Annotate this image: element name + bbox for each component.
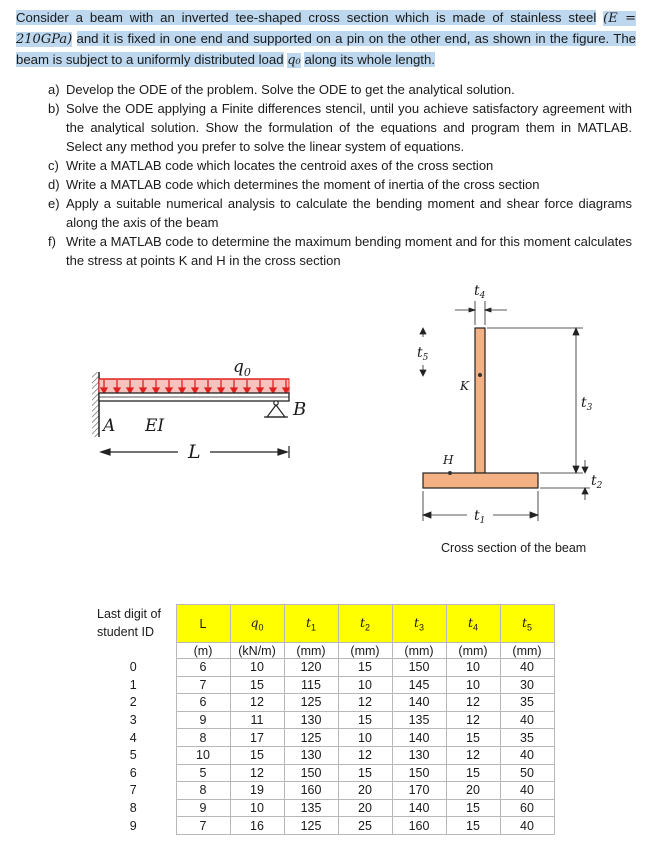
t2-label: $t_2$ [591, 473, 603, 491]
table-row [91, 782, 554, 800]
question-list [48, 80, 632, 270]
question-label: b) [48, 101, 60, 116]
section-web [475, 328, 485, 473]
student-digit-cell: 9 [129, 818, 137, 833]
table-cell: 25 [338, 817, 392, 835]
student-digit-cell: 7 [129, 783, 137, 798]
table-cell: 10 [338, 676, 392, 694]
load-symbol: q₀ [287, 53, 301, 68]
table-cell: 12 [446, 746, 500, 764]
question-item [48, 99, 632, 156]
table-cell: 15 [338, 659, 392, 677]
table-cell: 140 [392, 729, 446, 747]
table-cell: 7 [176, 676, 230, 694]
table-cell: 19 [230, 782, 284, 800]
student-digit-cell: 0 [129, 660, 137, 675]
unit-cell: (mm) [392, 643, 446, 659]
table-cell: 40 [500, 746, 554, 764]
table-cell: 15 [446, 817, 500, 835]
table-row [91, 817, 554, 835]
table-cell: 135 [392, 711, 446, 729]
table-cell: 8 [176, 729, 230, 747]
question-text: Apply a suitable numerical analysis to calculate the bending moment and shear force diagrams along the axis of the beam [66, 196, 632, 230]
intro-text-2: and it is fixed in one end and supported on a pin on the other end, as shown in the figure. The beam is subject to a uniformly distributed load [16, 31, 636, 67]
table-cell: 50 [500, 764, 554, 782]
header-t4: $t_4$ [446, 605, 500, 643]
table-cell: 6 [176, 694, 230, 712]
table-header-row [91, 605, 554, 643]
student-digit-cell: 1 [129, 677, 137, 692]
table-cell: 30 [500, 676, 554, 694]
question-text: Write a MATLAB code which determines the moment of inertia of the cross section [66, 177, 540, 192]
table-cell: 20 [338, 782, 392, 800]
table-cell: 15 [446, 764, 500, 782]
table-cell: 130 [284, 746, 338, 764]
unit-cell: (mm) [284, 643, 338, 659]
fixed-support [92, 372, 99, 437]
question-label: f) [48, 234, 56, 249]
question-item [48, 194, 632, 232]
t4-label: $t_4$ [474, 283, 486, 301]
table-cell: 20 [338, 799, 392, 817]
table-row [91, 764, 554, 782]
table-cell: 9 [176, 799, 230, 817]
question-item [48, 175, 632, 194]
table-cell: 17 [230, 729, 284, 747]
table-cell: 10 [230, 799, 284, 817]
table-cell: 15 [338, 711, 392, 729]
label-l: L [188, 441, 201, 463]
table-row [91, 694, 554, 712]
table-cell: 40 [500, 659, 554, 677]
table-row [91, 676, 554, 694]
table-cell: 10 [230, 659, 284, 677]
unit-cell: (mm) [500, 643, 554, 659]
parameter-table [91, 604, 555, 835]
cross-section-caption: Cross section of the beam [441, 541, 587, 555]
table-cell: 170 [392, 782, 446, 800]
table-cell: 130 [284, 711, 338, 729]
table-cell: 10 [176, 746, 230, 764]
table-cell: 40 [500, 817, 554, 835]
question-label: d) [48, 177, 60, 192]
table-cell: 12 [230, 694, 284, 712]
student-digit-cell: 4 [129, 730, 137, 745]
t3-label: $t_3$ [581, 395, 593, 413]
table-cell: 12 [230, 764, 284, 782]
table-cell: 125 [284, 694, 338, 712]
intro-text-3: along its whole length. [304, 52, 435, 67]
student-digit-cell: 2 [129, 695, 137, 710]
question-text: Write a MATLAB code to determine the maximum bending moment and for this moment calculates the stress at points K and H in the cross section [66, 234, 632, 268]
header-t5: $t_5$ [500, 605, 554, 643]
t4-dimension [455, 301, 507, 325]
k-label: K [460, 379, 469, 393]
h-label: H [443, 453, 454, 467]
question-item [48, 232, 632, 270]
t5-label: $t_5$ [417, 345, 429, 363]
table-cell: 8 [176, 782, 230, 800]
table-cell: 140 [392, 799, 446, 817]
question-label: e) [48, 196, 60, 211]
beam-figure [90, 345, 330, 465]
student-digit-cell: 3 [129, 713, 137, 728]
t1-label: $t_1$ [474, 508, 486, 526]
point-k [478, 373, 482, 377]
point-h [448, 471, 452, 475]
question-label: c) [48, 158, 59, 173]
table-cell: 35 [500, 694, 554, 712]
table-row [91, 746, 554, 764]
table-cell: 35 [500, 729, 554, 747]
table-row [91, 659, 554, 677]
table-cell: 20 [446, 782, 500, 800]
table-cell: 7 [176, 817, 230, 835]
table-cell: 12 [338, 694, 392, 712]
unit-cell: (kN/m) [230, 643, 284, 659]
header-t3: $t_3$ [392, 605, 446, 643]
student-digit-cell: 5 [129, 748, 137, 763]
q0-label: $q_0$ [233, 357, 251, 379]
table-cell: 6 [176, 659, 230, 677]
table-cell: 125 [284, 729, 338, 747]
student-digit-cell: 6 [129, 765, 137, 780]
problem-intro [16, 8, 636, 71]
header-l: L [176, 605, 230, 643]
table-cell: 12 [338, 746, 392, 764]
table-row [91, 711, 554, 729]
unit-cell: (mm) [338, 643, 392, 659]
table-cell: 150 [392, 764, 446, 782]
table-cell: 150 [392, 659, 446, 677]
table-cell: 125 [284, 817, 338, 835]
table-cell: 145 [392, 676, 446, 694]
section-flange [423, 473, 538, 488]
table-cell: 15 [446, 799, 500, 817]
unit-cell: (mm) [446, 643, 500, 659]
table-row [91, 799, 554, 817]
cross-section-figure [395, 275, 625, 530]
table-cell: 5 [176, 764, 230, 782]
t2-dimension [540, 460, 590, 500]
question-text: Develop the ODE of the problem. Solve the ODE to get the analytical solution. [66, 82, 515, 97]
table-cell: 120 [284, 659, 338, 677]
row-label-header: Last digit of student ID [97, 606, 161, 639]
unit-cell: (m) [176, 643, 230, 659]
table-cell: 40 [500, 711, 554, 729]
header-t1: $t_1$ [284, 605, 338, 643]
table-cell: 10 [446, 676, 500, 694]
youngs-modulus: (E = 210GPa) [16, 11, 636, 47]
question-label: a) [48, 82, 60, 97]
t3-dimension [487, 328, 583, 473]
table-cell: 150 [284, 764, 338, 782]
table-cell: 160 [284, 782, 338, 800]
table-cell: 15 [230, 746, 284, 764]
table-cell: 40 [500, 782, 554, 800]
table-cell: 11 [230, 711, 284, 729]
header-t2: $t_2$ [338, 605, 392, 643]
label-a: A [103, 416, 116, 436]
table-cell: 15 [338, 764, 392, 782]
table-cell: 135 [284, 799, 338, 817]
table-cell: 12 [446, 694, 500, 712]
table-cell: 10 [446, 659, 500, 677]
question-item [48, 80, 632, 99]
header-q0: $q_0$ [230, 605, 284, 643]
table-cell: 9 [176, 711, 230, 729]
table-cell: 15 [230, 676, 284, 694]
table-row [91, 729, 554, 747]
pin-support [264, 401, 288, 417]
table-cell: 60 [500, 799, 554, 817]
table-cell: 130 [392, 746, 446, 764]
table-cell: 15 [446, 729, 500, 747]
table-cell: 160 [392, 817, 446, 835]
table-cell: 16 [230, 817, 284, 835]
table-body [91, 659, 554, 835]
label-b: B [293, 399, 307, 420]
table-cell: 115 [284, 676, 338, 694]
table-cell: 10 [338, 729, 392, 747]
table-cell: 140 [392, 694, 446, 712]
question-text: Solve the ODE applying a Finite differences stencil, until you achieve satisfactory agreement with the analytical solution. Show the formulation of the equations and program them in MATLAB. Select any method you prefer to solve the linear system of equations. [66, 101, 632, 154]
question-item [48, 156, 632, 175]
table-cell: 12 [446, 711, 500, 729]
question-text: Write a MATLAB code which locates the centroid axes of the cross section [66, 158, 494, 173]
student-digit-cell: 8 [129, 801, 137, 816]
label-ei: EI [145, 416, 165, 436]
intro-text-1: Consider a beam with an inverted tee-shaped cross section which is made of stainless steel [16, 10, 597, 25]
